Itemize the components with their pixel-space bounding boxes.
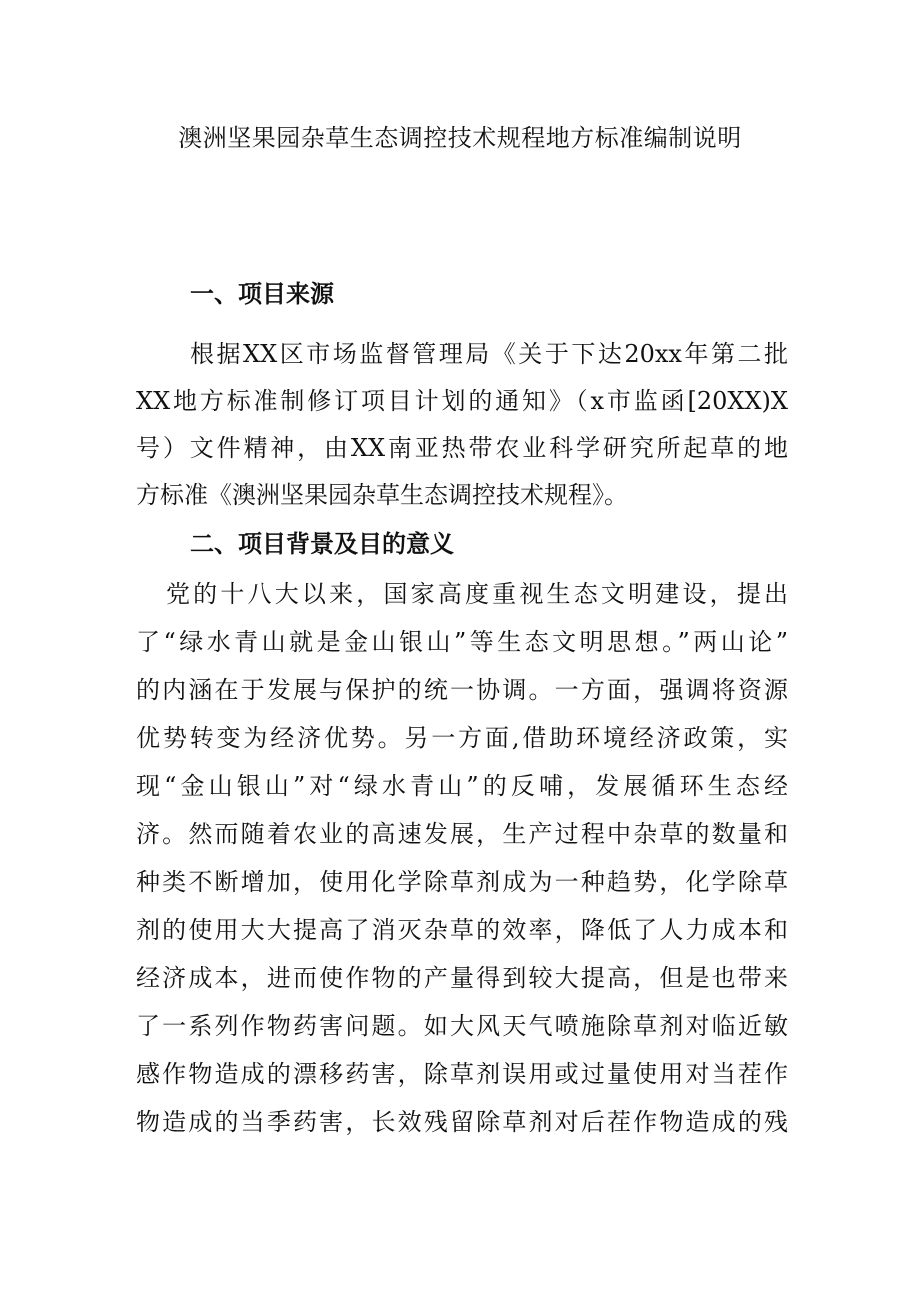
paragraph-line: 剂的使用大大提高了消灭杂草的效率，降低了人力成本和 [136,916,788,944]
paragraph-line: 现“金山银山”对“绿水青山”的反哺，发展循环生态经 [136,772,788,800]
paragraph-line: 号）文件精神，由XX南亚热带农业科学研究所起草的地 [136,434,788,462]
paragraph-line: 了“绿水青山就是金山银山”等生态文明思想。”两山论” [136,628,788,656]
section-heading-background: 二、项目背景及目的意义 [190,530,454,558]
paragraph-line: 方标准《澳洲坚果园杂草生态调控技术规程》。 [136,481,628,509]
paragraph-line: XX地方标准制修订项目计划的通知》（x市监函[20XX)X [136,387,788,415]
paragraph-line: 优势转变为经济优势。另一方面,借助环境经济政策，实 [136,724,788,752]
paragraph-line: 党的十八大以来，国家高度重视生态文明建设，提出 [166,580,788,608]
paragraph-line: 的内涵在于发展与保护的统一协调。一方面，强调将资源 [136,676,788,704]
paragraph-line: 了一系列作物药害问题。如大风天气喷施除草剂对临近敏 [136,1012,788,1040]
paragraph-line: 济。然而随着农业的高速发展，生产过程中杂草的数量和 [136,820,788,848]
paragraph-line: 种类不断增加，使用化学除草剂成为一种趋势，化学除草 [136,868,788,896]
paragraph-line: 感作物造成的漂移药害，除草剂误用或过量使用对当茬作 [136,1060,788,1088]
section-heading-project-source: 一、项目来源 [190,280,334,308]
paragraph-line: 物造成的当季药害，长效残留除草剂对后茬作物造成的残 [136,1108,788,1136]
paragraph-line: 根据XX区市场监督管理局《关于下达20xx年第二批 [190,340,788,368]
paragraph-line: 经济成本，进而使作物的产量得到较大提高，但是也带来 [136,964,788,992]
document-title: 澳洲坚果园杂草生态调控技术规程地方标准编制说明 [178,124,742,152]
